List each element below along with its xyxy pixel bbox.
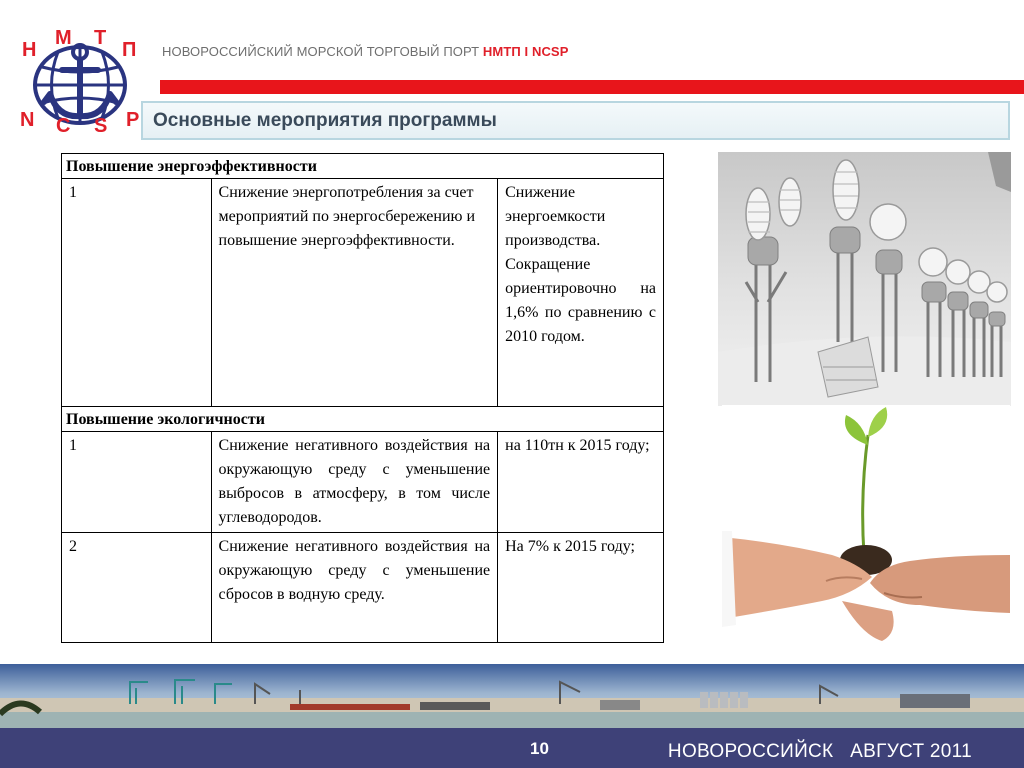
table-row [62, 533, 664, 643]
logo-letter-top-1: Н [22, 39, 37, 61]
table-section-row [62, 407, 664, 432]
port-panorama-image [0, 664, 1024, 728]
table-row [62, 432, 664, 533]
table-row [62, 179, 664, 407]
logo-letter-bottom-3: S [94, 115, 108, 134]
row-measure: Снижение негативного воздействия на окружающую среду с уменьшение выбросов в атмосферу, в том числе углеводородов. [211, 432, 498, 533]
slide-title-box [141, 101, 1010, 140]
row-number: 1 [62, 432, 212, 533]
logo-letter-top-3: Т [94, 27, 107, 49]
row-result: На 7% к 2015 году; [498, 533, 664, 643]
company-abbreviation: НМТП I NCSP [482, 44, 569, 59]
company-name-text: НОВОРОССИЙСКИЙ МОРСКОЙ ТОРГОВЫЙ ПОРТ [162, 44, 480, 59]
logo-letter-top-2: М [55, 27, 72, 49]
row-measure: Снижение энергопотребления за счет мероприятий по энергосбережению и повышение энергоэффективности. [211, 179, 498, 407]
row-result: на 110тн к 2015 году; [498, 432, 664, 533]
company-name [162, 44, 568, 59]
measures-table [61, 153, 664, 643]
ncsp-logo [10, 22, 145, 134]
light-bulb-robots-photo [718, 152, 1011, 406]
hands-with-sprout-photo [722, 405, 1010, 667]
logo-letter-bottom-4: P [126, 109, 140, 131]
row-measure: Снижение негативного воздействия на окружающую среду с уменьшение сбросов в водную среду. [211, 533, 498, 643]
slide-title: Основные мероприятия программы [153, 110, 497, 131]
header-red-bar [160, 80, 1024, 94]
section-title: Повышение экологичности [62, 407, 664, 432]
logo-letter-bottom-2: C [56, 115, 71, 134]
table-section-row [62, 154, 664, 179]
logo-letter-top-4: П [122, 39, 137, 61]
footer-location-date: НОВОРОССИЙСК АВГУСТ 2011 [667, 741, 972, 762]
section-title: Повышение энергоэффективности [62, 154, 664, 179]
row-number: 1 [62, 179, 212, 407]
row-result: Снижение энергоемкости производства. Сокращение ориентировочно на 1,6% по сравнению с 2010 годом. [498, 179, 664, 407]
row-number: 2 [62, 533, 212, 643]
logo-letter-bottom-1: N [20, 109, 35, 131]
page-number: 10 [530, 739, 549, 758]
